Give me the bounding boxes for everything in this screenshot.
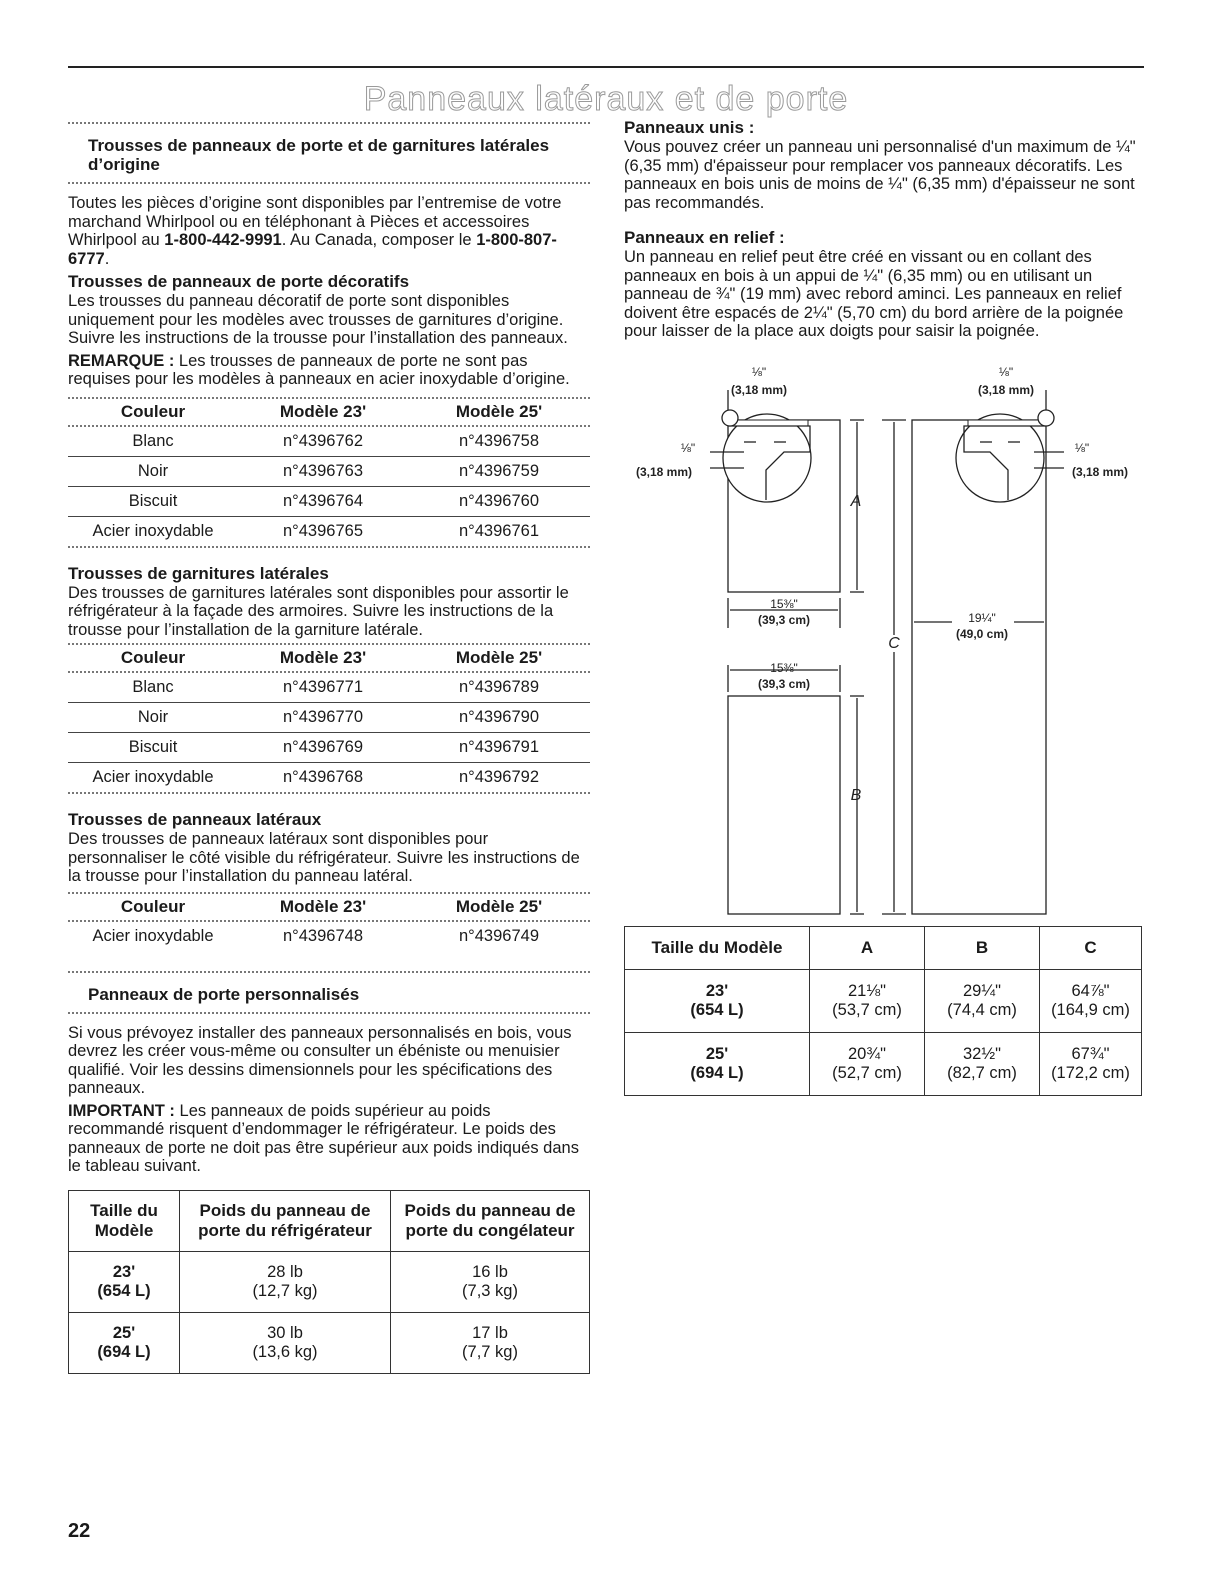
custom-important (68, 1102, 590, 1176)
table-cell: n°4396789 (408, 673, 590, 703)
table-cell: Acier inoxydable (92, 768, 214, 786)
dim-label: (3,18 mm) (635, 465, 693, 479)
table-cell: Acier inoxydable (92, 521, 214, 540)
liters-value: (694 L) (690, 1064, 744, 1082)
weight-kg: (7,7 kg) (462, 1342, 518, 1361)
text-run: . (104, 249, 110, 268)
size-cell (625, 1033, 810, 1096)
table-cell: n°4396771 (238, 673, 408, 703)
table-header-row (68, 894, 590, 920)
dim-cm: (82,7 cm) (947, 1064, 1017, 1082)
header-cell: Taille du Modèle (69, 1190, 180, 1251)
table-cell: n°4396758 (408, 427, 590, 457)
dim-label: 15⅜" (770, 597, 798, 611)
flat-heading: Panneaux unis : (624, 118, 755, 137)
header-cell: Poids du panneau de porte du réfrigérateur (180, 1190, 391, 1251)
header-cell: B (925, 927, 1040, 970)
top-rule (68, 66, 1144, 68)
relief-heading: Panneaux en relief : (624, 228, 785, 247)
size-value: 25' (705, 1045, 729, 1063)
table-cell (925, 1033, 1040, 1096)
header-cell: Couleur (120, 896, 186, 916)
header-cell: Modèle 23' (279, 896, 367, 916)
weight-lb: 16 lb (472, 1262, 508, 1281)
table-cell: n°4396792 (458, 768, 539, 786)
dim-label: (3,18 mm) (1071, 465, 1129, 479)
decor-kit-table (68, 399, 590, 546)
header-cell: Modèle 23' (279, 648, 367, 667)
table-cell (180, 1312, 391, 1373)
decor-text: Les trousses du panneau décoratif de porte sont disponibles uniquement pour les modèles avec trousses de garnitures d’origine. Suivre les instructions de la trousse pour l’installation des panneaux. (68, 292, 568, 347)
size-cell (69, 1251, 180, 1312)
header-cell: Modèle 25' (455, 896, 543, 916)
dim-label: ⅛" (1074, 441, 1090, 455)
dim-cm: (74,4 cm) (947, 1001, 1017, 1019)
table-row (68, 516, 590, 546)
table-cell: n°4396759 (408, 456, 590, 486)
dim-in: 20¾" (848, 1045, 886, 1063)
panel-dimension-diagram (624, 360, 1144, 920)
flat-text: Vous pouvez créer un panneau uni personnalisé d'un maximum de ¼" (6,35 mm) d'épaisseur pour remplacer vos panneaux décoratifs. Les panneaux en bois unis de moins de ¼" (6,35 mm) d'épaisseur ne sont pas recommandés. (624, 138, 1136, 212)
important-label: IMPORTANT : (68, 1101, 175, 1120)
side-kit-table (68, 894, 590, 951)
table-row (68, 486, 590, 516)
dim-cm: (52,7 cm) (832, 1064, 902, 1082)
relief-text: Un panneau en relief peut être créé en vissant ou en collant des panneaux en bois à un appui de ¼" (6,35 mm) ou en utilisant un panneau de ¾" (19 mm) avec rebord aminci. Les panneaux en relief doivent être espacés de 2¼" (5,70 cm) du bord arrière de la poignée pour laisser de la place aux doigts pour saisir la poignée. (624, 248, 1124, 340)
weight-lb: 30 lb (267, 1323, 303, 1342)
table-header-row (68, 399, 590, 425)
header-cell: Modèle 23' (279, 401, 367, 421)
table-cell (925, 970, 1040, 1033)
dim-in: 67¾" (1071, 1045, 1110, 1063)
custom-text: Si vous prévoyez installer des panneaux personnalisés en bois, vous devrez les créer vous-même ou consulter un ébéniste ou menuisier qualifié. Voir les dessins dimensionnels pour les spécifications des panneaux. (68, 1023, 572, 1097)
corner-callout-right (1038, 410, 1054, 426)
table-cell: n°4396749 (458, 926, 539, 945)
table-cell: n°4396763 (238, 456, 408, 486)
weight-kg: (7,3 kg) (462, 1281, 518, 1300)
table-cell (1040, 970, 1142, 1033)
dotted-rule (68, 182, 590, 184)
page-title: Panneaux latéraux et de porte (363, 80, 849, 118)
decor-heading: Trousses de panneaux de porte décoratifs (68, 272, 410, 291)
table-cell (810, 1033, 925, 1096)
dim-label: (39,3 cm) (757, 677, 811, 691)
phone-number: 1-800-442-9991 (164, 231, 282, 249)
custom-heading: Panneaux de porte personnalisés (88, 984, 360, 1004)
detail-edge (968, 420, 1046, 426)
dim-in: 32½" (963, 1045, 1001, 1063)
trim-text: Des trousses de garnitures latérales sont disponibles pour assortir le réfrigérateur à la façade des armoires. Suivre les instructions de la trousse pour l’installation de la garniture latérale. (68, 583, 569, 639)
detail-edge (728, 420, 808, 426)
dimension-table (624, 926, 1142, 1096)
original-kits-text (68, 194, 590, 268)
table-cell: Blanc (68, 673, 238, 703)
table-row (68, 703, 590, 733)
table-cell: Blanc (68, 427, 238, 457)
size-cell (625, 970, 810, 1033)
header-cell: Couleur (120, 648, 186, 667)
table-cell (391, 1251, 590, 1312)
decor-remark (68, 352, 590, 389)
table-row (68, 763, 590, 793)
table-cell: n°4396769 (238, 733, 408, 763)
table-row (68, 733, 590, 763)
dim-label: 15⅜" (770, 661, 798, 675)
table-row (625, 970, 1142, 1033)
dotted-rule (68, 1012, 590, 1014)
header-cell: A (810, 927, 925, 970)
size-value: 23' (705, 982, 729, 1000)
dim-cm: (53,7 cm) (832, 1001, 902, 1019)
table-cell: n°4396764 (238, 486, 408, 516)
dim-label: (39,3 cm) (757, 613, 811, 627)
weight-kg: (13,6 kg) (252, 1342, 318, 1361)
table-cell: Noir (68, 703, 238, 733)
table-row (68, 456, 590, 486)
table-cell: Acier inoxydable (92, 926, 214, 945)
table-cell (391, 1312, 590, 1373)
dim-cm: (172,2 cm) (1051, 1064, 1130, 1082)
remark-label: REMARQUE : (68, 351, 175, 370)
table-row (625, 1033, 1142, 1096)
header-cell: Couleur (120, 401, 186, 421)
remark-text: Les trousses de panneaux de porte ne sont pas requises pour les modèles à panneaux en acier inoxydable d’origine. (68, 351, 570, 388)
dim-label: (3,18 mm) (977, 383, 1035, 397)
size-cell (69, 1312, 180, 1373)
header-cell: Poids du panneau de porte du congélateur (391, 1190, 590, 1251)
table-header-row (69, 1190, 590, 1251)
dim-letter-c: C (888, 635, 900, 652)
table-cell: n°4396761 (458, 521, 539, 540)
liters-value: (654 L) (690, 1001, 744, 1019)
dim-label: ⅛" (680, 441, 696, 455)
table-cell: n°4396765 (282, 521, 363, 540)
table-cell: n°4396760 (408, 486, 590, 516)
table-cell: n°4396791 (408, 733, 590, 763)
dim-in: 29¼" (963, 982, 1001, 1000)
table-header-row (625, 927, 1142, 970)
text-run: Toutes les pièces d’origine sont disponibles par l’entremise de votre marchand Whirlpool ou en téléphonant à Pièces et accessoires Whirlpool au (68, 194, 562, 249)
page-number: 22 (68, 1520, 91, 1542)
dim-letter-b: B (850, 787, 862, 804)
dim-label: (3,18 mm) (730, 383, 788, 397)
size-value: 23' (112, 1262, 136, 1281)
trim-heading: Trousses de garnitures latérales (68, 563, 329, 583)
table-cell: Noir (68, 456, 238, 486)
table-row (68, 673, 590, 703)
dim-label: (49,0 cm) (955, 627, 1009, 641)
side-text: Des trousses de panneaux latéraux sont disponibles pour personnaliser le côté visible du réfrigérateur. Suivre les instructions de la trousse pour l’installation du panneau latéral. (68, 830, 580, 885)
header-cell: Taille du Modèle (625, 927, 810, 970)
dim-letter-a: A (850, 493, 862, 510)
table-cell: n°4396790 (408, 703, 590, 733)
important-text: Les panneaux de poids supérieur au poids recommandé risquent d’endommager le réfrigérateur. Le poids des panneaux de porte ne doit pas être supérieur aux poids indiqués dans le tableau suivant. (68, 1101, 579, 1175)
dim-label: ⅛" (998, 365, 1014, 379)
weight-lb: 17 lb (472, 1323, 508, 1342)
liters-value: (654 L) (97, 1281, 151, 1300)
side-heading: Trousses de panneaux latéraux (68, 810, 322, 829)
header-cell: Modèle 25' (455, 648, 543, 667)
table-row (68, 427, 590, 457)
table-cell: n°4396762 (238, 427, 408, 457)
trim-kit-table (68, 645, 590, 792)
phone-number: 1-800-807-6777 (68, 231, 557, 268)
table-row (69, 1312, 590, 1373)
dim-in: 21⅛" (848, 982, 886, 1000)
dotted-rule (68, 546, 590, 548)
table-cell (810, 970, 925, 1033)
weight-lb: 28 lb (267, 1262, 303, 1281)
table-cell: n°4396748 (282, 926, 363, 945)
text-run: . Au Canada, composer le (281, 231, 477, 249)
size-value: 25' (112, 1323, 136, 1342)
table-row (68, 922, 590, 951)
lower-door-panel (728, 696, 840, 914)
corner-callout-left (722, 410, 738, 426)
table-row (69, 1251, 590, 1312)
table-cell: Biscuit (68, 733, 238, 763)
header-cell: C (1040, 927, 1142, 970)
table-header-row (68, 645, 590, 671)
weight-table (68, 1190, 590, 1374)
original-kits-heading: Trousses de panneaux de porte et de garnitures latérales d’origine (88, 136, 550, 174)
detail-circle-right (956, 414, 1044, 502)
dim-label: ⅛" (751, 365, 767, 379)
weight-kg: (12,7 kg) (252, 1281, 318, 1300)
dim-cm: (164,9 cm) (1051, 1001, 1130, 1019)
table-cell: n°4396770 (238, 703, 408, 733)
table-cell (180, 1251, 391, 1312)
dotted-rule (68, 792, 590, 794)
table-cell: n°4396768 (282, 768, 363, 786)
dim-in: 64⅞" (1071, 982, 1110, 1000)
table-cell (1040, 1033, 1142, 1096)
right-column (624, 118, 1144, 341)
header-cell: Modèle 25' (455, 401, 543, 421)
liters-value: (694 L) (97, 1342, 151, 1361)
detail-circle-left (723, 414, 811, 502)
dim-label: 19¼" (968, 611, 996, 625)
table-cell: Biscuit (68, 486, 238, 516)
left-column (68, 122, 590, 1374)
